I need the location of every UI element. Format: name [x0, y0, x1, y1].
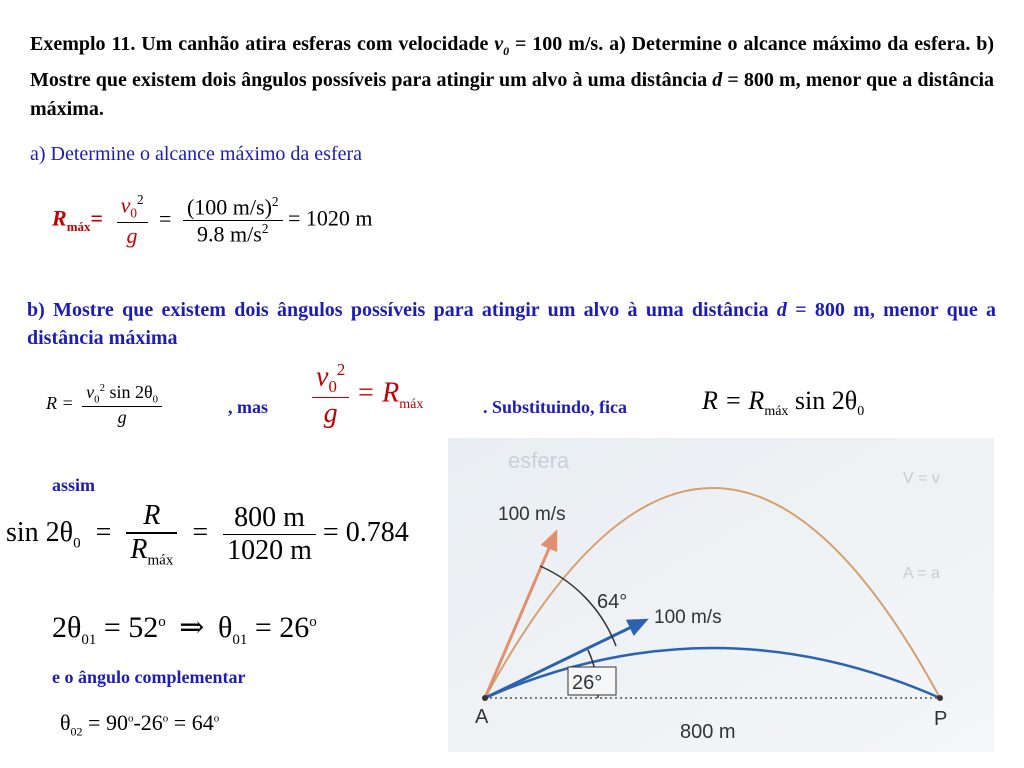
- sin-equation: $\sin 2\theta_0$ = $\frac{R}{R_{máx}}$ = $\frac{800 m}{1020 m}$ = 0.784: [6, 500, 409, 569]
- mas-label: , mas: [228, 397, 268, 417]
- label-point-a: A: [475, 706, 489, 728]
- range-equation: R = $\frac{v_0^2 \sin 2\theta_0}{g}$: [46, 382, 162, 428]
- substituindo-label: . Substituindo, fica: [483, 397, 628, 417]
- complement-equation: $\theta_{02} = 90^o-26^o = 64^o$: [60, 710, 220, 739]
- bg-text-esfera: esfera: [508, 448, 570, 473]
- trajectory-svg: [448, 438, 994, 752]
- point-a-dot: [482, 695, 488, 701]
- bg-text-v: V = v: [903, 470, 940, 487]
- rmax-equation: $R_{máx}=$ $\frac{v_0^2}{g}$ = $\frac{(100 m/s)^2}{9.8 m/s^2}$ = 1020 m: [52, 192, 373, 249]
- section-b-part1: b) Mostre que existem dois ângulos possíveis para atingir um alvo à uma distância: [27, 299, 769, 321]
- section-a-heading: a) Determine o alcance máximo da esfera: [30, 143, 363, 165]
- v-symbol: v: [494, 33, 504, 55]
- rmax-frac-2: $\frac{(100 m/s)^2}{9.8 m/s^2}$: [183, 194, 283, 248]
- intro-text-2: = 800 m, menor que a distância máxima.: [30, 69, 995, 120]
- theta-equation: $2\theta_{01} = 52^o$ ⇒ $\theta_{01} = 26^o$: [52, 611, 317, 648]
- rmax-eq: =: [90, 205, 104, 231]
- intro-paragraph: [30, 30, 994, 124]
- rmax-result: = 1020 m: [288, 205, 373, 231]
- label-velocity-high: 100 m/s: [498, 504, 566, 525]
- point-p-dot: [937, 695, 943, 701]
- example-label: Exemplo 11.: [30, 33, 136, 55]
- bg-text-a: A = a: [903, 565, 940, 582]
- assim-label: assim: [52, 475, 96, 495]
- v-sub: 0: [503, 44, 510, 58]
- d-symbol: d: [712, 69, 723, 91]
- section-b-heading: [27, 296, 996, 352]
- vg-equation: $\frac{v_0^2}{g}$ = $R_{máx}$: [312, 360, 423, 430]
- final-range-equation: $R = R_{máx}$ $\sin 2\theta_0$: [702, 386, 865, 420]
- section-b-part2: = 800 m, menor que a distância máxima: [27, 299, 997, 349]
- label-angle-26: 26°: [572, 672, 603, 694]
- intro-text-1: Um canhão atira esferas com velocidade: [141, 33, 489, 55]
- label-distance: 800 m: [680, 721, 736, 743]
- rmax-R: R: [52, 205, 67, 231]
- rmax-sub: máx: [66, 219, 91, 235]
- complement-label: e o ângulo complementar: [52, 667, 246, 687]
- section-b-d: d: [776, 299, 787, 321]
- label-angle-64: 64°: [597, 591, 628, 613]
- intro-eq: = 100 m/s. a) Determine o alcance máximo da esfera. b) Mostre que existem dois ângulos possíveis para atingir um alvo à uma distância: [30, 33, 995, 91]
- label-point-p: P: [934, 708, 948, 730]
- trajectory-diagram: [448, 438, 994, 752]
- label-velocity-low: 100 m/s: [654, 607, 722, 628]
- rmax-frac-1: $\frac{v_0^2}{g}$: [117, 192, 148, 249]
